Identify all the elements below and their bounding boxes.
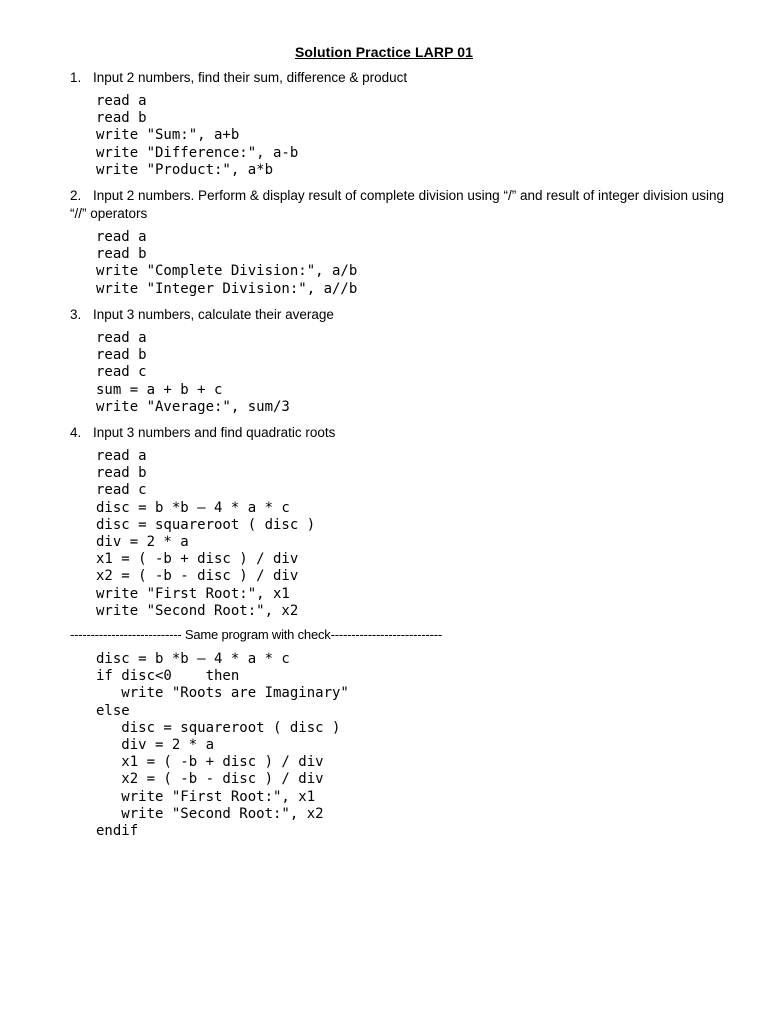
section-separator: --------------------------- Same program with check--------------------------- bbox=[70, 627, 443, 642]
question-3 bbox=[70, 306, 730, 324]
question-number: 1. bbox=[70, 70, 82, 85]
question-2 bbox=[70, 187, 730, 223]
code-line: read a bbox=[96, 330, 147, 346]
code-line: write "Second Root:", x2 bbox=[96, 602, 299, 619]
question-text: Input 2 numbers, find their sum, difference & product bbox=[93, 70, 408, 85]
question-number: 4. bbox=[70, 425, 82, 440]
code-block-4 bbox=[96, 448, 315, 620]
code-line: write "Roots are Imaginary" bbox=[96, 685, 349, 702]
code-line: disc = b *b – 4 * a * c bbox=[96, 499, 290, 516]
code-block-checked bbox=[96, 651, 349, 840]
code-line: disc = squareroot ( disc ) bbox=[96, 719, 341, 736]
question-text: Input 2 numbers. Perform & display result of complete division using “/” and result of integer division using “//” operators bbox=[70, 188, 725, 221]
question-text: Input 3 numbers and find quadratic roots bbox=[93, 425, 336, 440]
code-line: x1 = ( -b + disc ) / div bbox=[96, 754, 324, 771]
code-line: read b bbox=[96, 246, 147, 263]
code-line: x2 = ( -b - disc ) / div bbox=[96, 771, 324, 788]
code-line: else bbox=[96, 702, 130, 719]
code-line: read a bbox=[96, 229, 147, 245]
code-line: read a bbox=[96, 93, 147, 109]
code-line: endif bbox=[96, 822, 139, 839]
code-line: read c bbox=[96, 364, 147, 381]
code-line: read b bbox=[96, 110, 147, 127]
code-line: write "Complete Division:", a/b bbox=[96, 263, 358, 280]
question-text: Input 3 numbers, calculate their average bbox=[93, 307, 334, 322]
code-block-1 bbox=[96, 93, 298, 179]
document-title: Solution Practice LARP 01 bbox=[294, 44, 474, 60]
code-line: disc = b *b – 4 * a * c bbox=[96, 651, 290, 667]
code-line: write "Second Root:", x2 bbox=[96, 805, 324, 822]
code-line: if disc<0 then bbox=[96, 668, 240, 685]
code-line: read b bbox=[96, 347, 147, 364]
question-1 bbox=[70, 69, 730, 87]
code-line: read b bbox=[96, 465, 147, 482]
code-line: div = 2 * a bbox=[96, 533, 189, 550]
question-number: 2. bbox=[70, 188, 82, 203]
code-block-3 bbox=[96, 330, 290, 416]
code-line: write "First Root:", x1 bbox=[96, 788, 316, 805]
code-line: div = 2 * a bbox=[96, 736, 215, 753]
code-line: write "Difference:", a-b bbox=[96, 144, 299, 161]
code-line: write "Product:", a*b bbox=[96, 161, 274, 178]
code-line: x2 = ( -b - disc ) / div bbox=[96, 568, 299, 585]
code-line: write "First Root:", x1 bbox=[96, 585, 290, 602]
code-line: write "Sum:", a+b bbox=[96, 127, 240, 144]
question-number: 3. bbox=[70, 307, 82, 322]
code-line: read a bbox=[96, 448, 147, 464]
code-block-2 bbox=[96, 229, 357, 298]
code-line: write "Integer Division:", a//b bbox=[96, 280, 358, 297]
code-line: read c bbox=[96, 482, 147, 499]
code-line: x1 = ( -b + disc ) / div bbox=[96, 551, 299, 568]
code-line: disc = squareroot ( disc ) bbox=[96, 516, 316, 533]
question-4 bbox=[70, 424, 730, 442]
code-line: sum = a + b + c bbox=[96, 381, 223, 398]
code-line: write "Average:", sum/3 bbox=[96, 398, 290, 415]
